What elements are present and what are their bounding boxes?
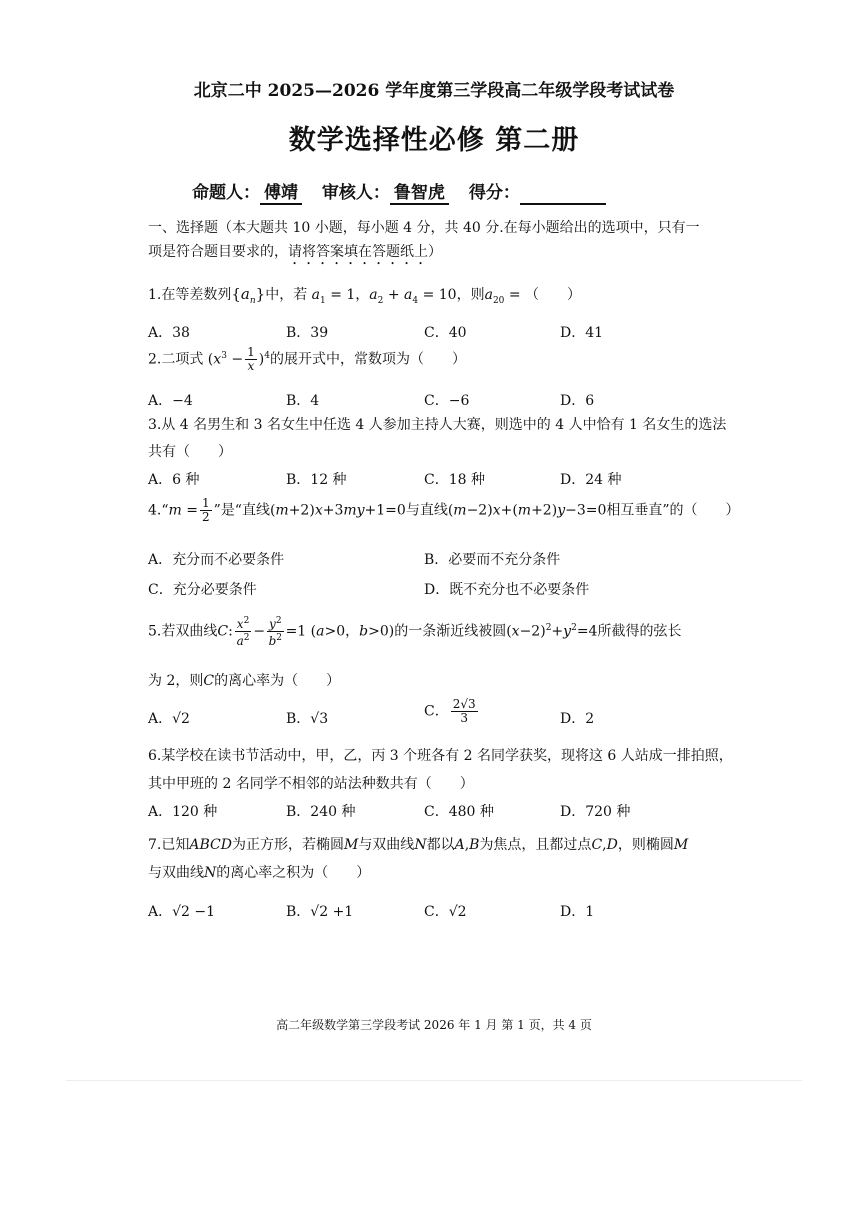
q1-option-a[interactable]: A．38 <box>148 325 190 341</box>
q7-option-d[interactable]: D．1 <box>560 904 595 920</box>
question-3-stem: 3.从 4 名男生和 3 名女生中任选 4 人参加主持人大赛，则选中的 4 人中恰有 1 名女生的选法 <box>148 417 727 433</box>
q1-option-b[interactable]: B．39 <box>286 325 329 341</box>
score-label: 得分： <box>468 183 520 203</box>
question-3-stem-cont: 共有（ ） <box>148 444 232 460</box>
q1-option-d[interactable]: D．41 <box>560 325 604 341</box>
exam-title: 北京二中 2025—2026 学年度第三学段高二年级学段考试试卷 <box>193 81 675 101</box>
setter-label: 命题人： <box>192 183 260 203</box>
emphasized-instruction: 请将答案填在答题纸上 <box>288 244 428 260</box>
reviewer-name: 鲁智虎 <box>390 178 449 205</box>
q3-option-c[interactable]: C．18 种 <box>424 472 485 488</box>
q6-option-a[interactable]: A．120 种 <box>148 804 218 820</box>
q3-option-a[interactable]: A．6 种 <box>148 472 200 488</box>
q4-option-c[interactable]: C．充分必要条件 <box>148 582 257 598</box>
page-divider <box>66 1080 802 1081</box>
score-blank[interactable] <box>520 187 606 205</box>
q7-option-a[interactable]: A．√2 −1 <box>148 904 216 920</box>
setter-name: 傅靖 <box>260 178 302 205</box>
q6-option-b[interactable]: B．240 种 <box>286 804 356 820</box>
question-1-stem: 1.在等差数列$\{a_n\}$中，若 $a_1 = 1$，$a_2 + a_4 = 10$，则$a_{20}$ = （ ） <box>148 285 582 306</box>
subject-title: 数学选择性必修 第二册 <box>288 125 580 156</box>
q7-option-b[interactable]: B．√2 +1 <box>286 904 354 920</box>
q4-option-d[interactable]: D．既不充分也不必要条件 <box>424 582 590 598</box>
q5-option-d[interactable]: D．2 <box>560 711 595 727</box>
q6-option-d[interactable]: D．720 种 <box>560 804 631 820</box>
question-5-stem-cont: 为 2，则C的离心率为（ ） <box>148 673 341 689</box>
q5-option-c[interactable]: C． $\frac{2√3}{3}$ <box>424 697 476 725</box>
q4-option-b[interactable]: B．必要而不充分条件 <box>424 552 561 568</box>
q6-option-c[interactable]: C．480 种 <box>424 804 494 820</box>
q3-option-b[interactable]: B．12 种 <box>286 472 347 488</box>
page-footer: 高二年级数学第三学段考试 2026 年 1 月 第 1 页，共 4 页 <box>276 1018 592 1032</box>
q2-option-c[interactable]: C．−6 <box>424 393 470 409</box>
exam-meta <box>192 178 606 205</box>
q7-option-c[interactable]: C．√2 <box>424 904 467 920</box>
question-6-stem-cont: 其中甲班的 2 名同学不相邻的站法种数共有（ ） <box>148 776 474 792</box>
q2-option-b[interactable]: B．4 <box>286 393 320 409</box>
reviewer-label: 审核人： <box>321 183 390 203</box>
q2-option-d[interactable]: D．6 <box>560 393 595 409</box>
question-5-stem: 5.若双曲线C: $\frac{x^2}{a^2}$ − $\frac{y^2}{b^2}$ =1 (a>0，b>0)的一条渐近线被圆$(x-2)^2+y^2=4$所截得的弦长 <box>148 616 682 648</box>
question-2-stem: 2.二项式 ($x^3$ − $\frac{1}{x}$ )$^4$的展开式中，常数项为（ ） <box>148 345 466 373</box>
q5-option-a[interactable]: A．√2 <box>148 711 190 727</box>
q5-option-b[interactable]: B．√3 <box>286 711 329 727</box>
q3-option-d[interactable]: D．24 种 <box>560 472 622 488</box>
question-7-stem: 7.已知ABCD为正方形，若椭圆M与双曲线N都以A,B为焦点，且都过点C,D，则椭圆M <box>148 837 689 853</box>
question-6-stem: 6.某学校在读书节活动中，甲，乙，丙 3 个班各有 2 名同学获奖，现将这 6 人站成一排拍照， <box>148 748 733 764</box>
q2-option-a[interactable]: A．−4 <box>148 393 193 409</box>
q1-option-c[interactable]: C．40 <box>424 325 467 341</box>
q4-option-a[interactable]: A．充分而不必要条件 <box>148 552 285 568</box>
section-intro: 一、选择题（本大题共 10 小题，每小题 4 分，共 40 分.在每小题给出的选项中，只有一项是符合题目要求的，请将答案填在答题纸上） <box>148 220 700 260</box>
question-4-stem: 4.“m = $\frac{1}{2}$ ”是“直线(m+2)x+3my+1=0与直线(m−2)x+(m+2)y−3=0相互垂直”的（ ） <box>148 496 740 524</box>
question-7-stem-cont: 与双曲线N的离心率之积为（ ） <box>148 865 371 881</box>
